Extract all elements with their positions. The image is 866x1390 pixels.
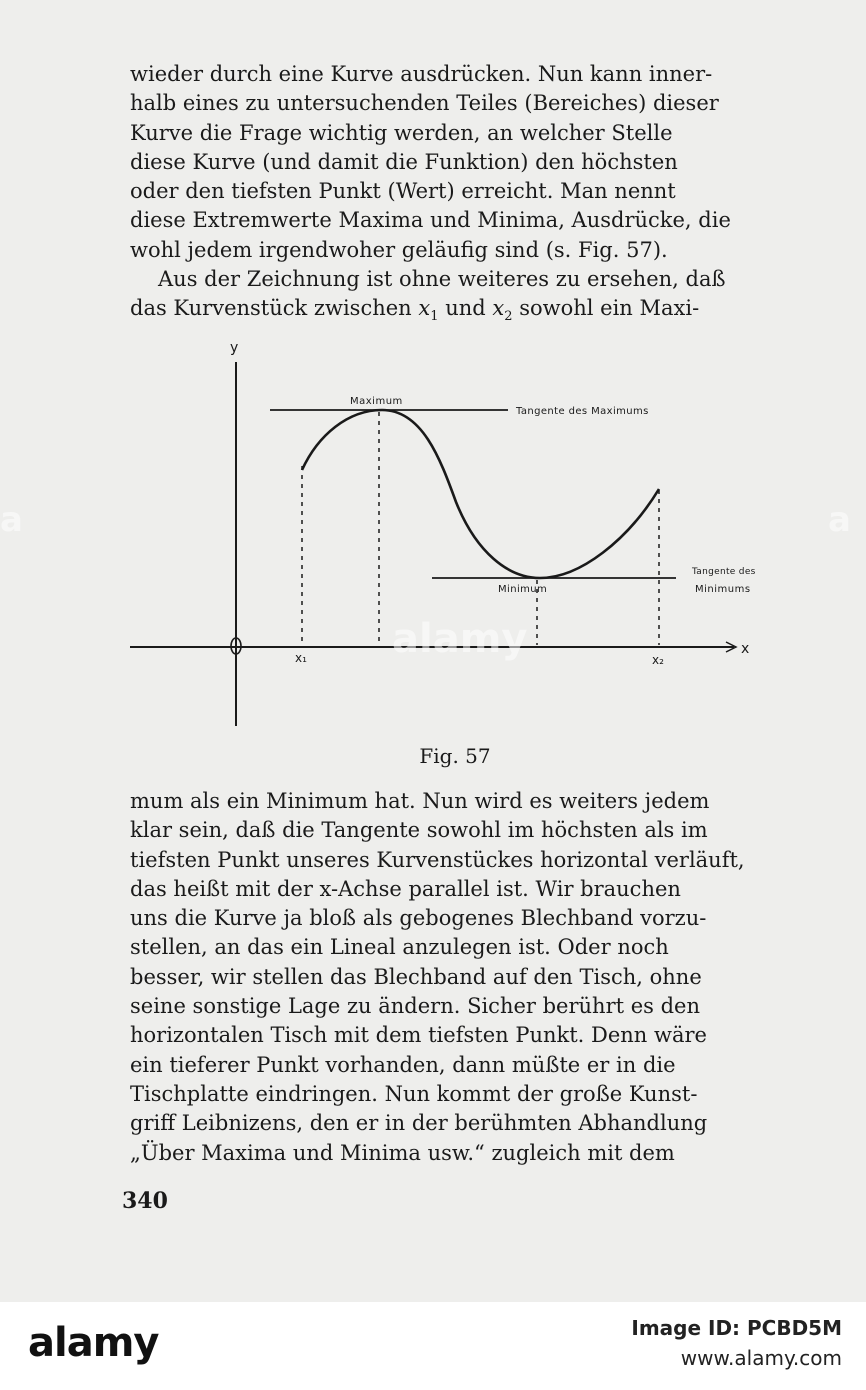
tangent-minimum-label-line1: Tangente des: [692, 567, 756, 577]
paragraph-3-line: mum als ein Minimum hat. Nun wird es weiters jedem: [130, 789, 710, 813]
paragraph-3-line: Tischplatte eindringen. Nun kommt der große Kunst-: [130, 1081, 698, 1106]
x-axis-label: x: [741, 641, 750, 657]
paragraph-3-line: ein tieferer Punkt vorhanden, dann müßte er in die: [130, 1052, 676, 1077]
x1-axis-label: x₁: [295, 651, 307, 665]
paragraph-3-line: das heißt mit der x-Achse parallel ist. Wir brauchen: [130, 876, 681, 901]
figure-caption: Fig. 57: [419, 744, 491, 768]
paragraph-1-line: wieder durch eine Kurve ausdrücken. Nun kann inner-: [130, 62, 713, 86]
paragraph-2-suffix: sowohl ein Maxi-: [519, 296, 700, 321]
paragraph-3-line: stellen, an das ein Lineal anzulegen ist. Oder noch: [130, 935, 669, 960]
paragraph-2-line-1: Aus der Zeichnung ist ohne weiteres zu ersehen, daß: [158, 267, 726, 292]
paragraph-1-line: diese Kurve (und damit die Funktion) den höchsten: [130, 149, 678, 174]
function-curve: [302, 410, 659, 578]
paragraph-3-line: griff Leibnizens, den er in der berühmten Abhandlung: [130, 1111, 708, 1136]
paragraph-3-line: horizontalen Tisch mit dem tiefsten Punkt. Denn wäre: [130, 1023, 707, 1048]
minimum-label: Minimum: [498, 584, 548, 595]
x2-axis-label: x₂: [652, 653, 664, 667]
y-axis-label: y: [230, 340, 239, 356]
paragraph-2-prefix: das Kurvenstück zwischen: [130, 296, 412, 321]
paragraph-3-line: besser, wir stellen das Blechband auf den Tisch, ohne: [130, 964, 702, 989]
paragraph-1-line: Kurve die Frage wichtig werden, an welcher Stelle: [130, 120, 673, 145]
x2-variable: $x_2$: [492, 296, 513, 325]
watermark-center: alamy: [392, 616, 528, 662]
watermark-left: a: [0, 500, 23, 540]
paragraph-3-line: „Über Maxima und Minima usw.“ zugleich mit dem: [130, 1140, 675, 1165]
paragraph-3-line: tiefsten Punkt unseres Kurvenstückes horizontal verläuft,: [130, 847, 745, 872]
image-id: Image ID: PCBD5M: [631, 1316, 842, 1340]
paragraph-1-line: diese Extremwerte Maxima und Minima, Ausdrücke, die: [130, 208, 731, 233]
paragraph-1-line: halb eines zu untersuchenden Teiles (Bereiches) dieser: [130, 91, 719, 116]
x1-variable: $x_1$: [418, 296, 439, 325]
stock-footer: [0, 1302, 866, 1390]
tangent-maximum-label: Tangente des Maximums: [516, 406, 649, 417]
paragraph-2-mid: und: [445, 296, 486, 321]
paragraph-1-line: oder den tiefsten Punkt (Wert) erreicht. Man nennt: [130, 179, 676, 204]
paragraph-3-line: klar sein, daß die Tangente sowohl im höchsten als im: [130, 818, 708, 843]
paragraph-3: [130, 787, 786, 1168]
alamy-logo: alamy: [28, 1320, 159, 1366]
paragraph-1-line: wohl jedem irgendwoher geläufig sind (s. Fig. 57).: [130, 237, 668, 262]
maximum-label: Maximum: [350, 396, 403, 407]
paragraph-3-line: uns die Kurve ja bloß als gebogenes Blechband vorzu-: [130, 906, 707, 931]
paragraph-3-line: seine sonstige Lage zu ändern. Sicher berührt es den: [130, 994, 700, 1019]
tangent-minimum-label-line2: Minimums: [695, 584, 751, 595]
watermark-right: a: [828, 500, 851, 540]
page-number: 340: [122, 1188, 168, 1214]
site-url: www.alamy.com: [680, 1346, 842, 1370]
